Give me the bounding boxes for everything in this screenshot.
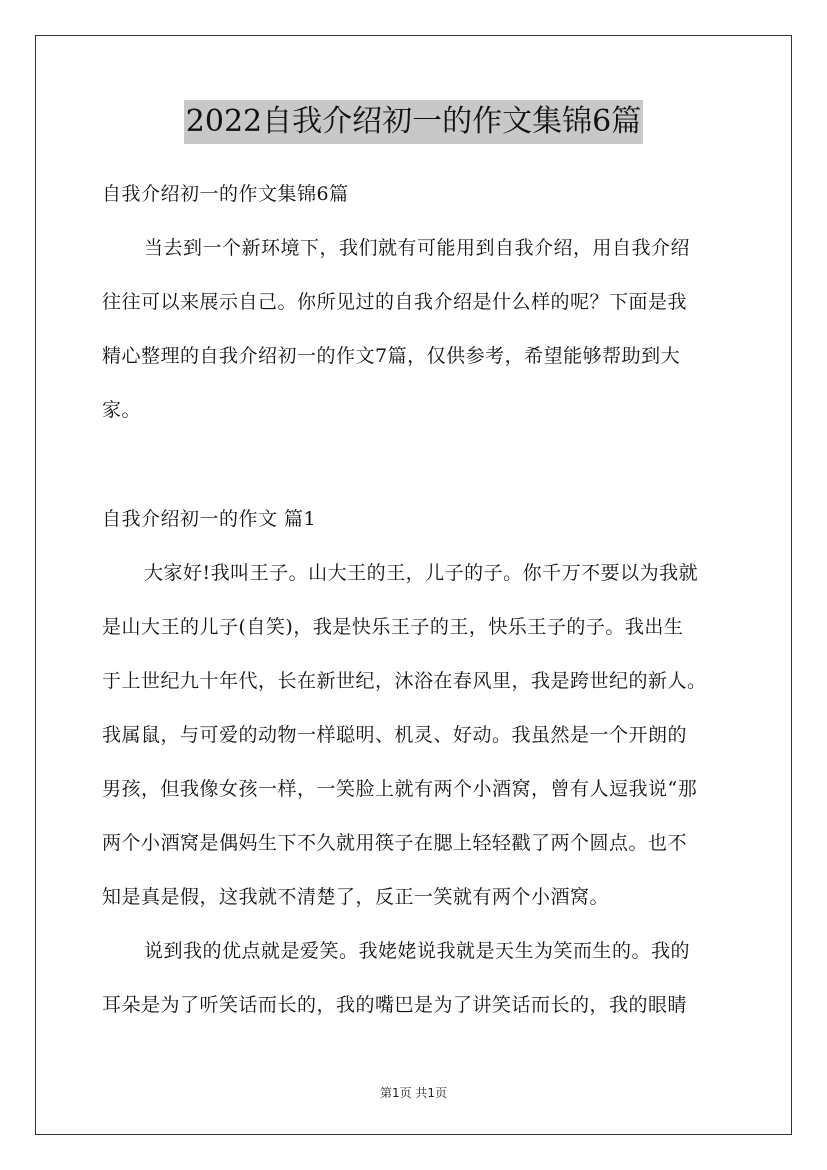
section-heading: 自我介绍初一的作文 篇1 <box>102 508 317 530</box>
intro-line: 精心整理的自我介绍初一的作文7篇，仅供参考，希望能够帮助到大 <box>102 345 681 367</box>
paragraph-line: 耳朵是为了听笑话而长的，我的嘴巴是为了讲笑话而长的，我的眼睛 <box>102 994 688 1016</box>
paragraph-line: 说到我的优点就是爱笑。我姥姥说我就是天生为笑而生的。我的 <box>144 940 691 962</box>
paragraph-line: 两个小酒窝是偶妈生下不久就用筷子在腮上轻轻戳了两个圆点。也不 <box>102 832 688 854</box>
paragraph-line: 于上世纪九十年代，长在新世纪，沐浴在春风里，我是跨世纪的新人。 <box>102 670 707 692</box>
page-footer: 第1页 共1页 <box>379 1086 448 1100</box>
intro-line: 当去到一个新环境下，我们就有可能用到自我介绍，用自我介绍 <box>144 237 691 259</box>
paragraph-line: 男孩，但我像女孩一样，一笑脸上就有两个小酒窝，曾有人逗我说“那 <box>102 778 698 800</box>
document-subtitle: 自我介绍初一的作文集锦6篇 <box>102 183 349 205</box>
intro-line: 往往可以来展示自己。你所见过的自我介绍是什么样的呢？下面是我 <box>102 291 688 313</box>
paragraph-line: 是山大王的儿子(自笑)，我是快乐王子的王，快乐王子的子。我出生 <box>102 616 684 638</box>
paragraph-line: 大家好!我叫王子。山大王的王，儿子的子。你千万不要以为我就 <box>144 562 699 584</box>
paragraph-line: 我属鼠，与可爱的动物一样聪明、机灵、好动。我虽然是一个开朗的 <box>102 724 688 746</box>
title-wrap <box>0 100 827 144</box>
paragraph-line: 知是真是假，这我就不清楚了，反正一笑就有两个小酒窝。 <box>102 886 610 908</box>
intro-line: 家。 <box>102 399 142 421</box>
document-title: 2022自我介绍初一的作文集锦6篇 <box>184 100 643 144</box>
